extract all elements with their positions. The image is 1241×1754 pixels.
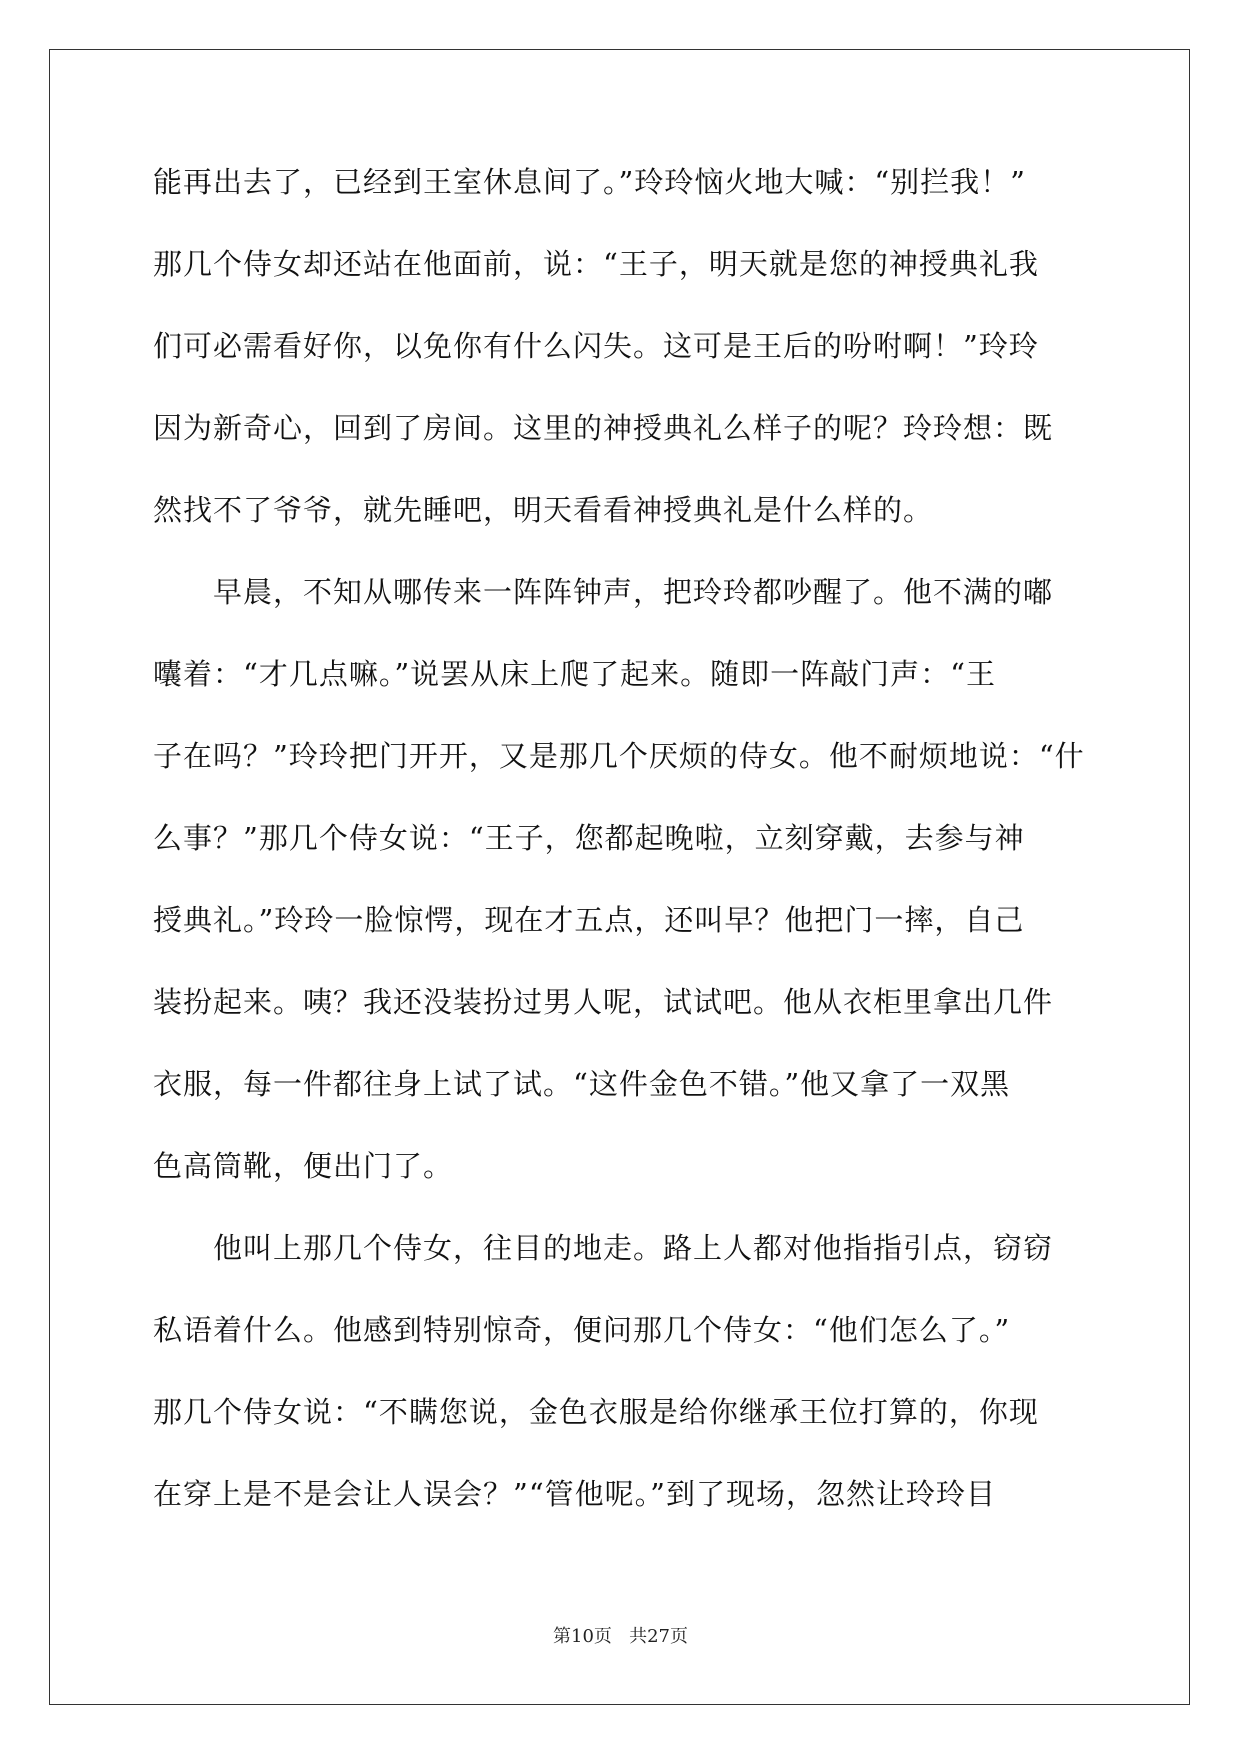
text-line: 私语着什么。他感到特别惊奇，便问那几个侍女：“他们怎么了。” bbox=[153, 1313, 1011, 1347]
text-line: 那几个侍女说：“不瞒您说，金色衣服是给你继承王位打算的，你现 bbox=[153, 1395, 1039, 1429]
text-line: 在穿上是不是会让人误会？”“管他呢。”到了现场，忽然让玲玲目 bbox=[153, 1477, 996, 1511]
text-line: 早晨，不知从哪传来一阵阵钟声，把玲玲都吵醒了。他不满的嘟 bbox=[213, 575, 1054, 609]
text-line: 他叫上那几个侍女，往目的地走。路上人都对他指指引点，窃窃 bbox=[213, 1231, 1054, 1265]
text-line: 么事？”那几个侍女说：“王子，您都起晚啦，立刻穿戴，去参与神 bbox=[153, 821, 1025, 855]
footer-spacer bbox=[612, 1626, 629, 1647]
page-number: 第10页 bbox=[553, 1626, 612, 1647]
text-line: 授典礼。”玲玲一脸惊愕，现在才五点，还叫早？他把门一摔，自己 bbox=[153, 903, 1025, 937]
text-line: 囔着：“才几点嘛。”说罢从床上爬了起来。随即一阵敲门声：“王 bbox=[153, 657, 996, 691]
text-line: 子在吗？”玲玲把门开开，又是那几个厌烦的侍女。他不耐烦地说：“什 bbox=[153, 739, 1085, 773]
text-line: 那几个侍女却还站在他面前，说：“王子，明天就是您的神授典礼我 bbox=[153, 247, 1039, 281]
text-line: 色高筒靴，便出门了。 bbox=[153, 1149, 454, 1183]
page-footer bbox=[0, 1622, 1241, 1648]
text-line: 装扮起来。咦？我还没装扮过男人呢，试试吧。他从衣柜里拿出几件 bbox=[153, 985, 1054, 1019]
page-total: 共27页 bbox=[629, 1626, 688, 1647]
text-line: 们可必需看好你，以免你有什么闪失。这可是王后的吩咐啊！”玲玲 bbox=[153, 329, 1039, 363]
text-line: 衣服，每一件都往身上试了试。“这件金色不错。”他又拿了一双黑 bbox=[153, 1067, 1011, 1101]
text-line: 能再出去了，已经到王室休息间了。”玲玲恼火地大喊：“别拦我！” bbox=[153, 165, 1026, 199]
text-line: 因为新奇心，回到了房间。这里的神授典礼么样子的呢？玲玲想：既 bbox=[153, 411, 1054, 445]
document-body bbox=[153, 158, 1093, 1552]
text-line: 然找不了爷爷，就先睡吧，明天看看神授典礼是什么样的。 bbox=[153, 493, 934, 527]
